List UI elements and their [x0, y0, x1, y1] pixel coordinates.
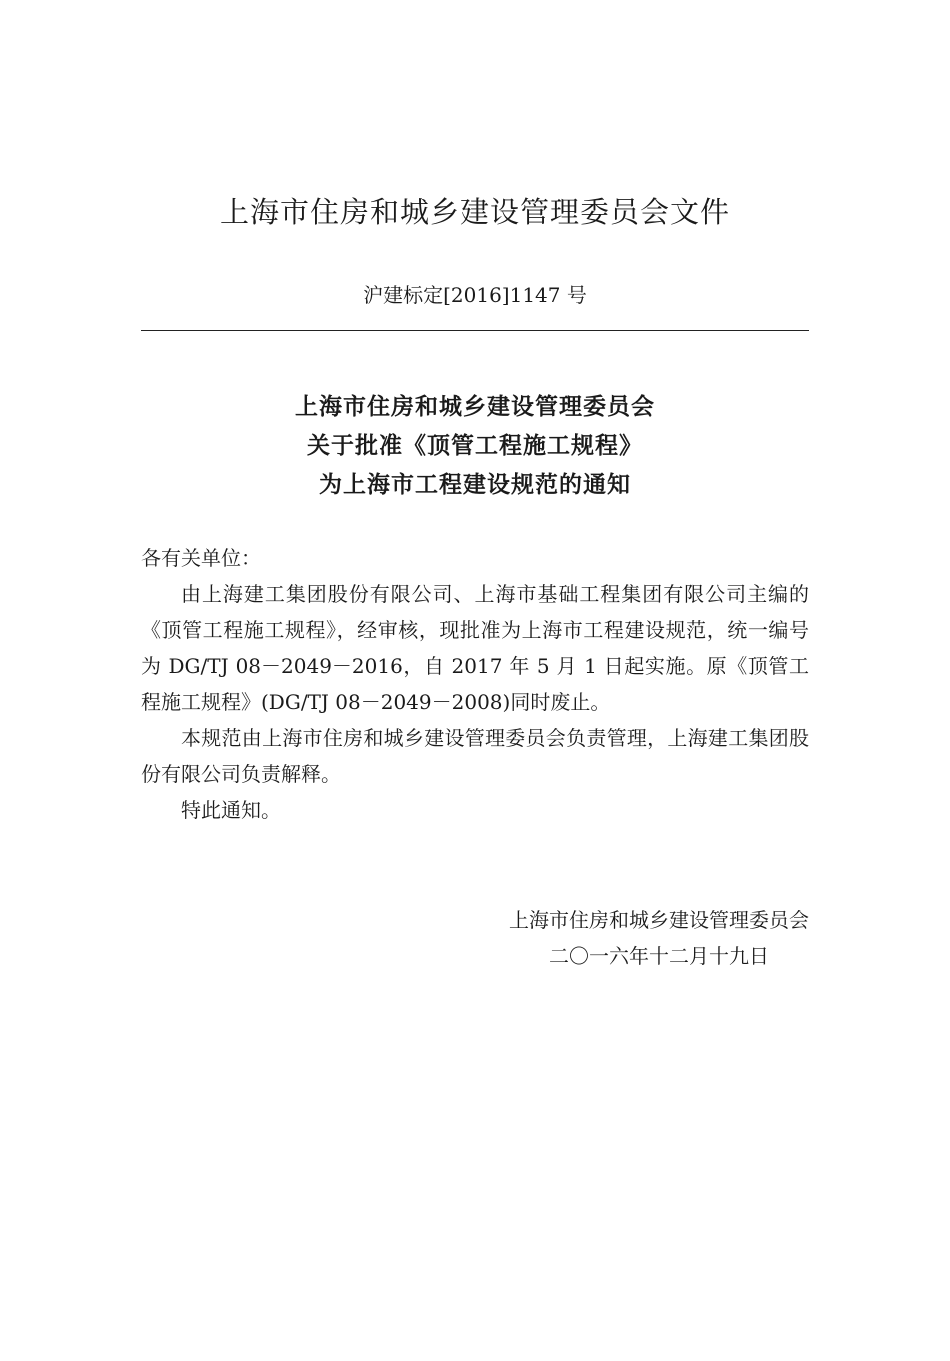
salutation: 各有关单位： — [141, 546, 261, 570]
signature-organization: 上海市住房和城乡建设管理委员会 — [509, 908, 809, 932]
title-line-1: 上海市住房和城乡建设管理委员会 — [295, 394, 655, 420]
notice-title — [0, 388, 950, 505]
title-line-2: 关于批准《顶管工程施工规程》 — [307, 433, 643, 459]
signature-date: 二〇一六年十二月十九日 — [549, 944, 769, 968]
notice-body — [141, 540, 809, 828]
paragraph-approval: 由上海建工集团股份有限公司、上海市基础工程集团有限公司主编的《顶管工程施工规程》，经审核，现批准为上海市工程建设规范，统一编号为 DG/TJ 08－2049－2016，自 2017 年 5 月 1 日起实施。原《顶管工程施工规程》(DG/TJ 08－2049－2008)同时废止。 — [141, 582, 809, 714]
issuer-title: 上海市住房和城乡建设管理委员会文件 — [219, 195, 730, 229]
paragraph-closing: 特此通知。 — [181, 798, 281, 822]
paragraph-responsibility: 本规范由上海市住房和城乡建设管理委员会负责管理，上海建工集团股份有限公司负责解释。 — [141, 726, 809, 786]
header-divider — [141, 330, 809, 331]
document-number: 沪建标定[2016]1147 号 — [363, 283, 587, 307]
title-line-3: 为上海市工程建设规范的通知 — [319, 472, 631, 498]
signature-block — [509, 902, 809, 974]
